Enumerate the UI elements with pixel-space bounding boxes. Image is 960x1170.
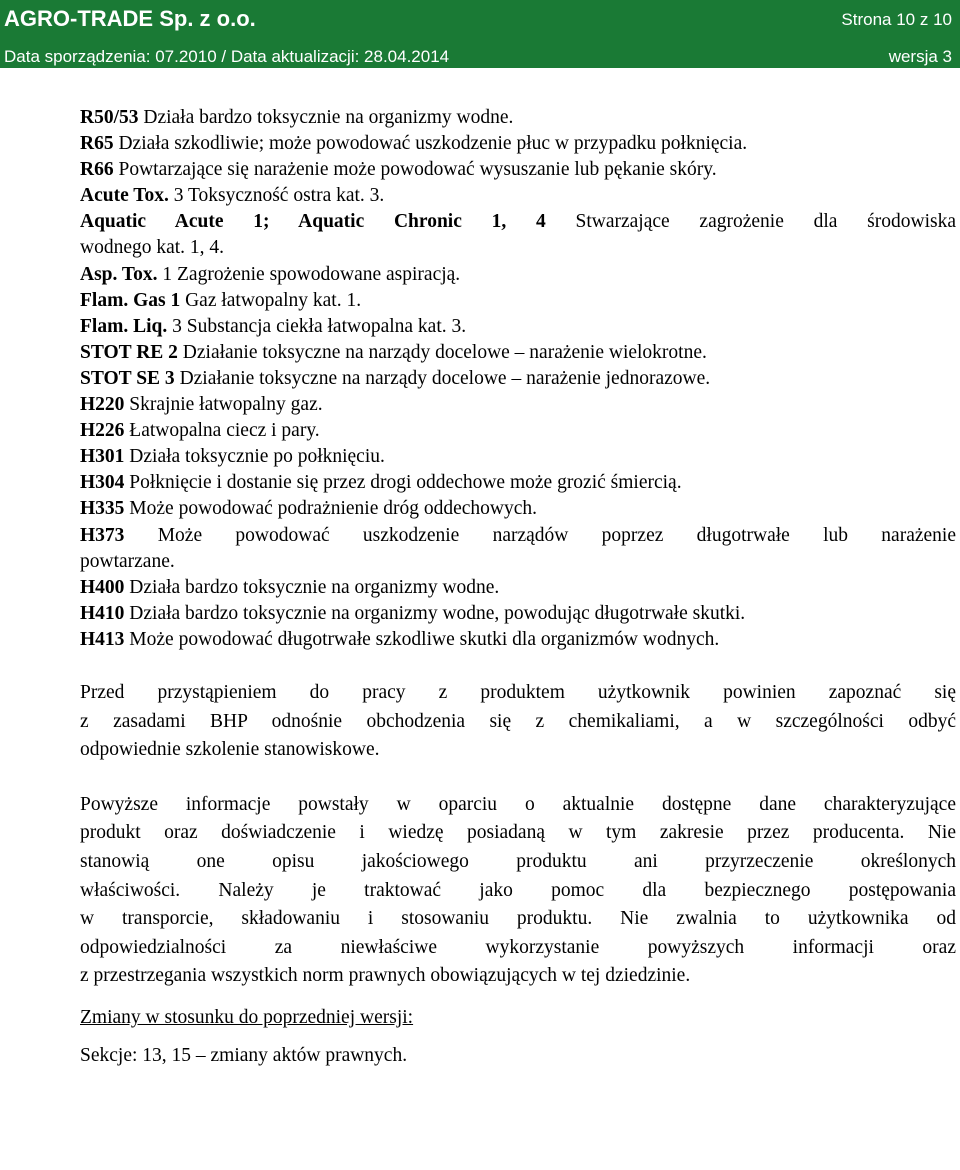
phrase-text: Powtarzające się narażenie może powodować wysuszanie lub pękanie skóry. [113,159,717,181]
phrase-line [80,601,956,627]
phrase-code: R50/53 [80,107,139,128]
phrase-code: R65 [80,133,114,155]
phrase-code: H226 [80,420,125,442]
phrase-line [80,105,956,131]
phrase-code: Asp. Tox. [80,263,158,285]
company-name: AGRO-TRADE Sp. z o.o. [4,6,256,31]
paragraph-line: stanowią one opisu jakościowego produktu ani przyrzeczenie określonych [80,850,956,872]
phrase-line [80,157,956,183]
phrase-code: STOT RE 2 [80,341,178,363]
phrase-text: 3 Substancja ciekła łatwopalna kat. 3. [167,315,467,337]
paragraph-disclaimer [80,791,956,991]
phrase-line [80,418,956,444]
spacer [80,653,956,679]
spacer [80,991,956,1005]
phrase-text: Może powodować uszkodzenie narządów poprzez długotrwałe lub narażenie [124,524,956,546]
phrase-line [80,209,956,235]
phrase-line [80,523,956,549]
phrase-code: Flam. Liq. [80,315,168,337]
hazard-phrases-list [80,105,956,653]
phrase-code: R66 [80,159,114,181]
phrase-line [80,314,956,340]
phrase-code: STOT SE 3 [80,367,175,389]
phrase-text: Gaz łatwopalny kat. 1. [180,289,362,311]
phrase-line [80,392,956,418]
paragraph-line: z zasadami BHP odnośnie obchodzenia się z chemikaliami, a w szczególności odbyć [80,710,956,732]
document-body [80,105,956,1069]
phrase-text: Działa bardzo toksycznie na organizmy wodne. [124,576,500,598]
phrase-text: 3 Toksyczność ostra kat. 3. [168,185,385,207]
phrase-text: powtarzane. [80,550,175,572]
changes-text: Sekcje: 13, 15 – zmiany aktów prawnych. [80,1045,408,1066]
page-number: Strona 10 z 10 [841,10,952,29]
phrase-line [80,627,956,653]
paragraph-line: odpowiedzialności za niewłaściwe wykorzystanie powyższych informacji oraz [80,936,956,958]
paragraph-line: Przed przystąpieniem do pracy z produktem użytkownik powinien zapoznać się [80,681,956,703]
phrase-line [80,262,956,288]
phrase-line [80,340,956,366]
phrase-code: Flam. Gas 1 [80,289,181,311]
phrase-code: H400 [80,576,125,598]
phrase-text: Stwarzające zagrożenie dla środowiska [545,211,956,233]
phrase-text: Może powodować długotrwałe szkodliwe skutki dla organizmów wodnych. [124,628,720,650]
spacer [80,765,956,791]
paragraph-line: właściwości. Należy je traktować jako pomoc dla bezpiecznego postępowania [80,879,956,901]
phrase-line [80,366,956,392]
changes-heading: Zmiany w stosunku do poprzedniej wersji: [80,1006,414,1028]
phrase-code: H220 [80,394,125,416]
phrase-code: H304 [80,472,125,494]
phrase-code: H410 [80,602,125,624]
phrase-code: H301 [80,446,125,468]
phrase-text: Działa toksycznie po połknięciu. [124,446,385,468]
phrase-text: wodnego kat. 1, 4. [80,237,225,259]
phrase-code: Acute Tox. [80,185,169,207]
phrase-text: Działa bardzo toksycznie na organizmy wodne, powodując długotrwałe skutki. [124,602,746,624]
phrase-line [80,235,956,261]
phrase-text: Działanie toksyczne na narządy docelowe – narażenie jednorazowe. [174,367,711,389]
phrase-text: Łatwopalna ciecz i pary. [124,420,320,442]
phrase-text: Skrajnie łatwopalny gaz. [124,394,323,416]
phrase-text: 1 Zagrożenie spowodowane aspiracją. [157,263,461,285]
phrase-code: H413 [80,628,125,650]
phrase-line [80,183,956,209]
phrase-code: H373 [80,524,125,546]
paragraph-line: z przestrzegania wszystkich norm prawnych obowiązujących w tej dziedzinie. [80,965,691,987]
paragraph-line: odpowiednie szkolenie stanowiskowe. [80,739,380,761]
document-version: wersja 3 [888,47,952,66]
phrase-line [80,131,956,157]
phrase-text: Działanie toksyczne na narządy docelowe – narażenie wielokrotne. [177,341,707,363]
paragraph-line: Powyższe informacje powstały w oparciu o aktualnie dostępne dane charakteryzujące [80,793,956,815]
paragraph-safety [80,679,956,765]
phrase-text: Działa szkodliwie; może powodować uszkodzenie płuc w przypadku połknięcia. [113,133,748,155]
paragraph-line: w transporcie, składowaniu i stosowaniu produktu. Nie zwalnia to użytkownika od [80,908,956,930]
phrase-code: Aquatic Acute 1; Aquatic Chronic 1, 4 [80,211,546,233]
phrase-text: Połknięcie i dostanie się przez drogi oddechowe może grozić śmiercią. [124,472,682,494]
phrase-line [80,549,956,575]
spacer [80,1031,956,1043]
phrase-line [80,496,956,522]
paragraph-line: produkt oraz doświadczenie i wiedzę posiadaną w tym zakresie przez producenta. Nie [80,822,956,844]
phrase-code: H335 [80,498,125,520]
phrase-line [80,288,956,314]
phrase-text: Może powodować podrażnienie dróg oddechowych. [124,498,538,520]
phrase-line [80,444,956,470]
phrase-line [80,470,956,496]
document-dates: Data sporządzenia: 07.2010 / Data aktualizacji: 28.04.2014 [4,47,450,66]
phrase-line [80,575,956,601]
phrase-text: Działa bardzo toksycznie na organizmy wodne. [138,107,514,128]
